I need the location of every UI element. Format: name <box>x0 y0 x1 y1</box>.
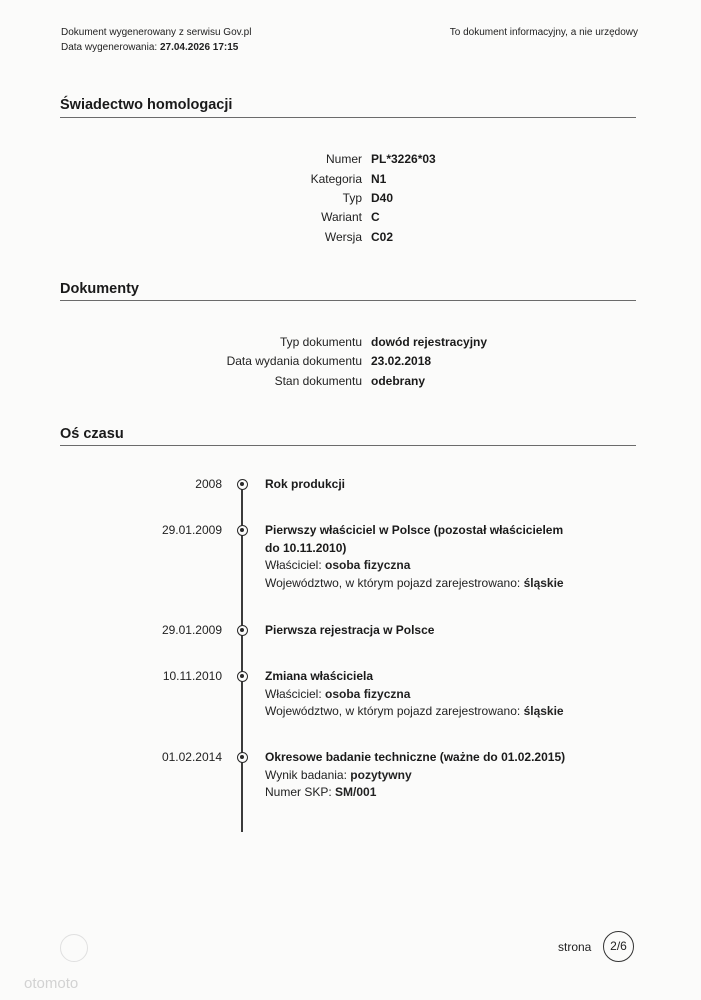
watermark-circle-icon <box>60 934 88 962</box>
timeline-event-title: Pierwsza rejestracja w Polsce <box>265 623 435 637</box>
timeline-divider <box>60 445 636 446</box>
voivodeship-line <box>265 575 565 593</box>
generation-date-label: Data wygenerowania: <box>61 42 158 53</box>
timeline-marker-icon <box>237 625 248 636</box>
homologation-category-value: N1 <box>371 172 387 186</box>
timeline-event <box>265 749 585 802</box>
document-status-label: Stan dokumentu <box>274 374 362 388</box>
generation-date <box>61 40 251 55</box>
page-indicator: 2/6 <box>603 931 634 962</box>
voivodeship-value: śląskie <box>523 704 564 718</box>
homologation-type-value: D40 <box>371 191 394 205</box>
document-type-row <box>0 334 362 350</box>
document-status-row <box>0 373 362 389</box>
timeline-event <box>265 668 585 721</box>
voivodeship-label: Województwo, w którym pojazd zarejestrowano: <box>265 704 521 718</box>
owner-value: osoba fizyczna <box>325 558 411 572</box>
timeline-event-title: Okresowe badanie techniczne (ważne do 01.02.2015) <box>265 750 566 764</box>
homologation-number-value: PL*3226*03 <box>371 152 436 166</box>
homologation-variant-value: C <box>371 210 380 224</box>
test-result-line <box>265 767 585 785</box>
homologation-category-label: Kategoria <box>310 172 362 186</box>
homologation-variant-row <box>0 209 362 225</box>
timeline-event <box>265 522 565 592</box>
homologation-version-value: C02 <box>371 230 394 244</box>
disclaimer-text: To dokument informacyjny, a nie urzędowy <box>449 27 638 38</box>
homologation-title: Świadectwo homologacji <box>60 97 233 113</box>
timeline-date: 01.02.2014 <box>161 750 222 764</box>
document-type-label: Typ dokumentu <box>279 335 362 349</box>
homologation-variant-label: Wariant <box>321 210 362 224</box>
homologation-divider <box>60 117 636 118</box>
test-result-label: Wynik badania: <box>265 767 347 782</box>
owner-line <box>265 686 585 704</box>
test-result-value: pozytywny <box>350 767 412 782</box>
homologation-category-row <box>0 171 362 187</box>
timeline-marker-icon <box>237 671 248 682</box>
homologation-version-label: Wersja <box>324 230 362 244</box>
timeline-date: 10.11.2010 <box>162 669 222 683</box>
document-type-value: dowód rejestracyjny <box>371 335 488 349</box>
owner-line <box>265 557 565 575</box>
generated-from-text: Dokument wygenerowany z serwisu Gov.pl <box>61 27 252 38</box>
skp-number-label: Numer SKP: <box>265 785 332 799</box>
timeline-event-title: Rok produkcji <box>265 477 346 491</box>
documents-title: Dokumenty <box>60 281 139 297</box>
timeline-date: 2008 <box>195 477 222 491</box>
skp-number-line <box>265 784 585 802</box>
timeline-axis <box>241 484 243 832</box>
watermark-logo: otomoto <box>24 975 79 992</box>
timeline-event-title: Zmiana właściciela <box>265 669 374 683</box>
documents-divider <box>60 300 636 301</box>
timeline-event-title: Pierwszy właściciel w Polsce (pozostał właścicielem do 10.11.2010) <box>265 523 564 555</box>
homologation-version-row <box>0 229 362 245</box>
voivodeship-label: Województwo, w którym pojazd zarejestrowano: <box>265 575 521 590</box>
timeline-date: 29.01.2009 <box>161 623 222 637</box>
owner-value: osoba fizyczna <box>325 686 411 701</box>
homologation-type-row <box>0 190 362 206</box>
owner-label: Właściciel: <box>265 558 322 572</box>
timeline-event <box>265 476 585 494</box>
document-header <box>61 25 251 55</box>
document-issue-date-row <box>0 353 362 369</box>
voivodeship-line <box>265 703 585 721</box>
document-issue-date-label: Data wydania dokumentu <box>226 354 362 368</box>
homologation-number-label: Numer <box>325 152 362 166</box>
skp-number-value: SM/001 <box>335 785 377 799</box>
page-label: strona <box>558 940 592 954</box>
homologation-type-label: Typ <box>342 191 362 205</box>
homologation-number-row <box>0 151 362 167</box>
timeline-marker-icon <box>237 479 248 490</box>
timeline-title: Oś czasu <box>60 426 124 442</box>
document-issue-date-value: 23.02.2018 <box>371 354 432 368</box>
timeline-marker-icon <box>237 752 248 763</box>
timeline-date: 29.01.2009 <box>161 523 222 537</box>
owner-label: Właściciel: <box>265 686 322 701</box>
timeline-event <box>265 622 585 640</box>
timeline-marker-icon <box>237 525 248 536</box>
voivodeship-value: śląskie <box>523 575 564 590</box>
generation-date-value: 27.04.2026 17:15 <box>159 42 239 53</box>
document-status-value: odebrany <box>371 374 426 388</box>
